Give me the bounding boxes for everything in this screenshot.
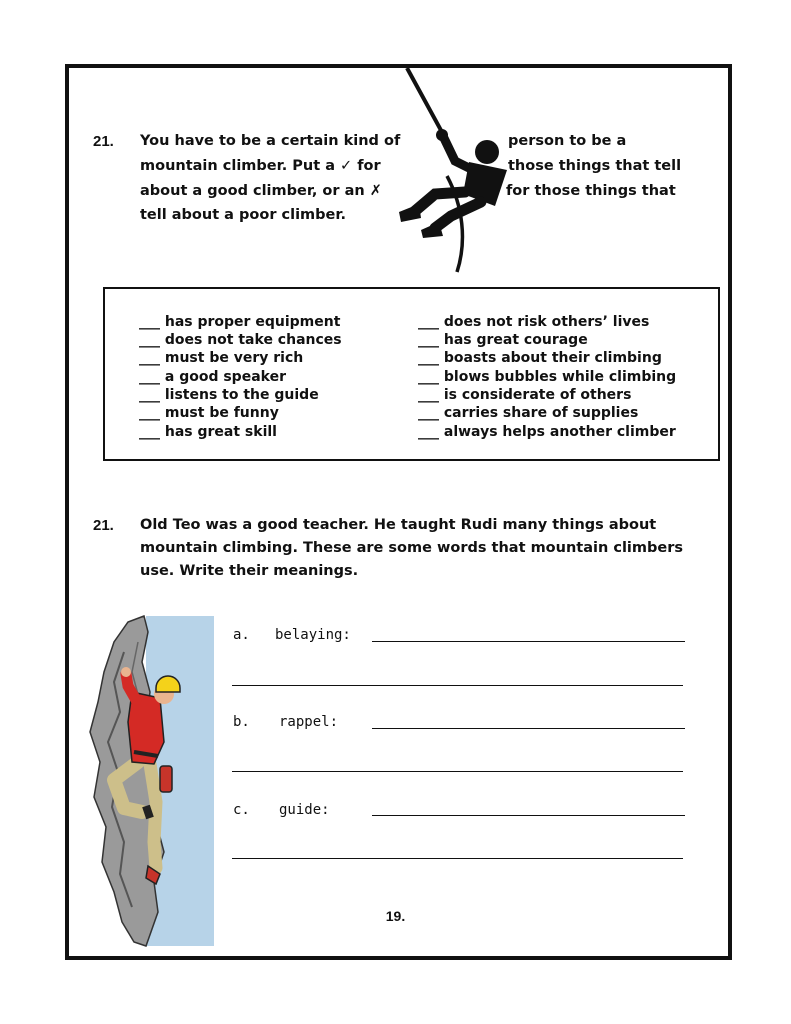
list-item[interactable]: ___ always helps another climber [418, 424, 676, 440]
answer-line[interactable] [372, 815, 685, 816]
answer-blank[interactable]: ___ [418, 424, 439, 440]
list-item[interactable]: ___ has great skill [139, 424, 277, 440]
answer-blank[interactable]: ___ [418, 350, 439, 366]
question-1-line-3a: about a good climber, or an ✗ [140, 183, 382, 199]
answer-blank[interactable]: ___ [139, 350, 160, 366]
answer-blank[interactable]: ___ [418, 369, 439, 385]
answer-blank[interactable]: ___ [139, 424, 160, 440]
list-item[interactable]: ___ is considerate of others [418, 387, 632, 403]
answer-blank[interactable]: ___ [139, 387, 160, 403]
answer-line[interactable] [232, 858, 683, 859]
vocab-word-belaying: belaying: [275, 627, 351, 643]
question-2-line-1: Old Teo was a good teacher. He taught Rudi many things about [140, 517, 657, 533]
list-item[interactable]: ___ must be very rich [139, 350, 304, 366]
question-1-line-2a: mountain climber. Put a ✓ for [140, 158, 381, 174]
answer-line[interactable] [372, 728, 685, 729]
answer-blank[interactable]: ___ [139, 405, 160, 421]
question-2-line-2: mountain climbing. These are some words that mountain climbers [140, 540, 683, 556]
answer-blank[interactable]: ___ [418, 332, 439, 348]
answer-blank[interactable]: ___ [139, 332, 160, 348]
vocab-letter-c: c. [233, 802, 250, 818]
vocab-word-guide: guide: [279, 802, 330, 818]
list-item[interactable]: ___ a good speaker [139, 369, 286, 385]
question-1-line-4: tell about a poor climber. [140, 207, 346, 223]
answer-blank[interactable]: ___ [139, 369, 160, 385]
list-item[interactable]: ___ does not risk others’ lives [418, 314, 650, 330]
answer-line[interactable] [372, 641, 685, 642]
answer-blank[interactable]: ___ [418, 314, 439, 330]
rock-climber-illustration [84, 612, 216, 948]
answer-blank[interactable]: ___ [139, 314, 160, 330]
list-item[interactable]: ___ does not take chances [139, 332, 342, 348]
question-1-number: 21. [93, 133, 114, 150]
answer-blank[interactable]: ___ [418, 405, 439, 421]
question-1-line-1b: person to be a [508, 133, 627, 149]
vocab-letter-b: b. [233, 714, 250, 730]
list-item[interactable]: ___ must be funny [139, 405, 279, 421]
vocab-word-rappel: rappel: [279, 714, 339, 730]
list-item[interactable]: ___ boasts about their climbing [418, 350, 662, 366]
rappelling-climber-silhouette-icon [385, 66, 515, 276]
question-2-number: 21. [93, 517, 114, 534]
page-number: 19. [385, 908, 406, 924]
answer-blank[interactable]: ___ [418, 387, 439, 403]
answer-line[interactable] [232, 771, 683, 772]
question-1-line-2b: those things that tell [508, 158, 682, 174]
vocab-letter-a: a. [233, 627, 250, 643]
list-item[interactable]: ___ carries share of supplies [418, 405, 639, 421]
list-item[interactable]: ___ blows bubbles while climbing [418, 369, 677, 385]
question-1-line-3b: for those things that [506, 183, 676, 199]
list-item[interactable]: ___ has great courage [418, 332, 588, 348]
list-item[interactable]: ___ has proper equipment [139, 314, 341, 330]
answer-line[interactable] [232, 685, 683, 686]
question-1-line-1a: You have to be a certain kind of [140, 133, 401, 149]
question-2-line-3: use. Write their meanings. [140, 563, 359, 579]
list-item[interactable]: ___ listens to the guide [139, 387, 319, 403]
